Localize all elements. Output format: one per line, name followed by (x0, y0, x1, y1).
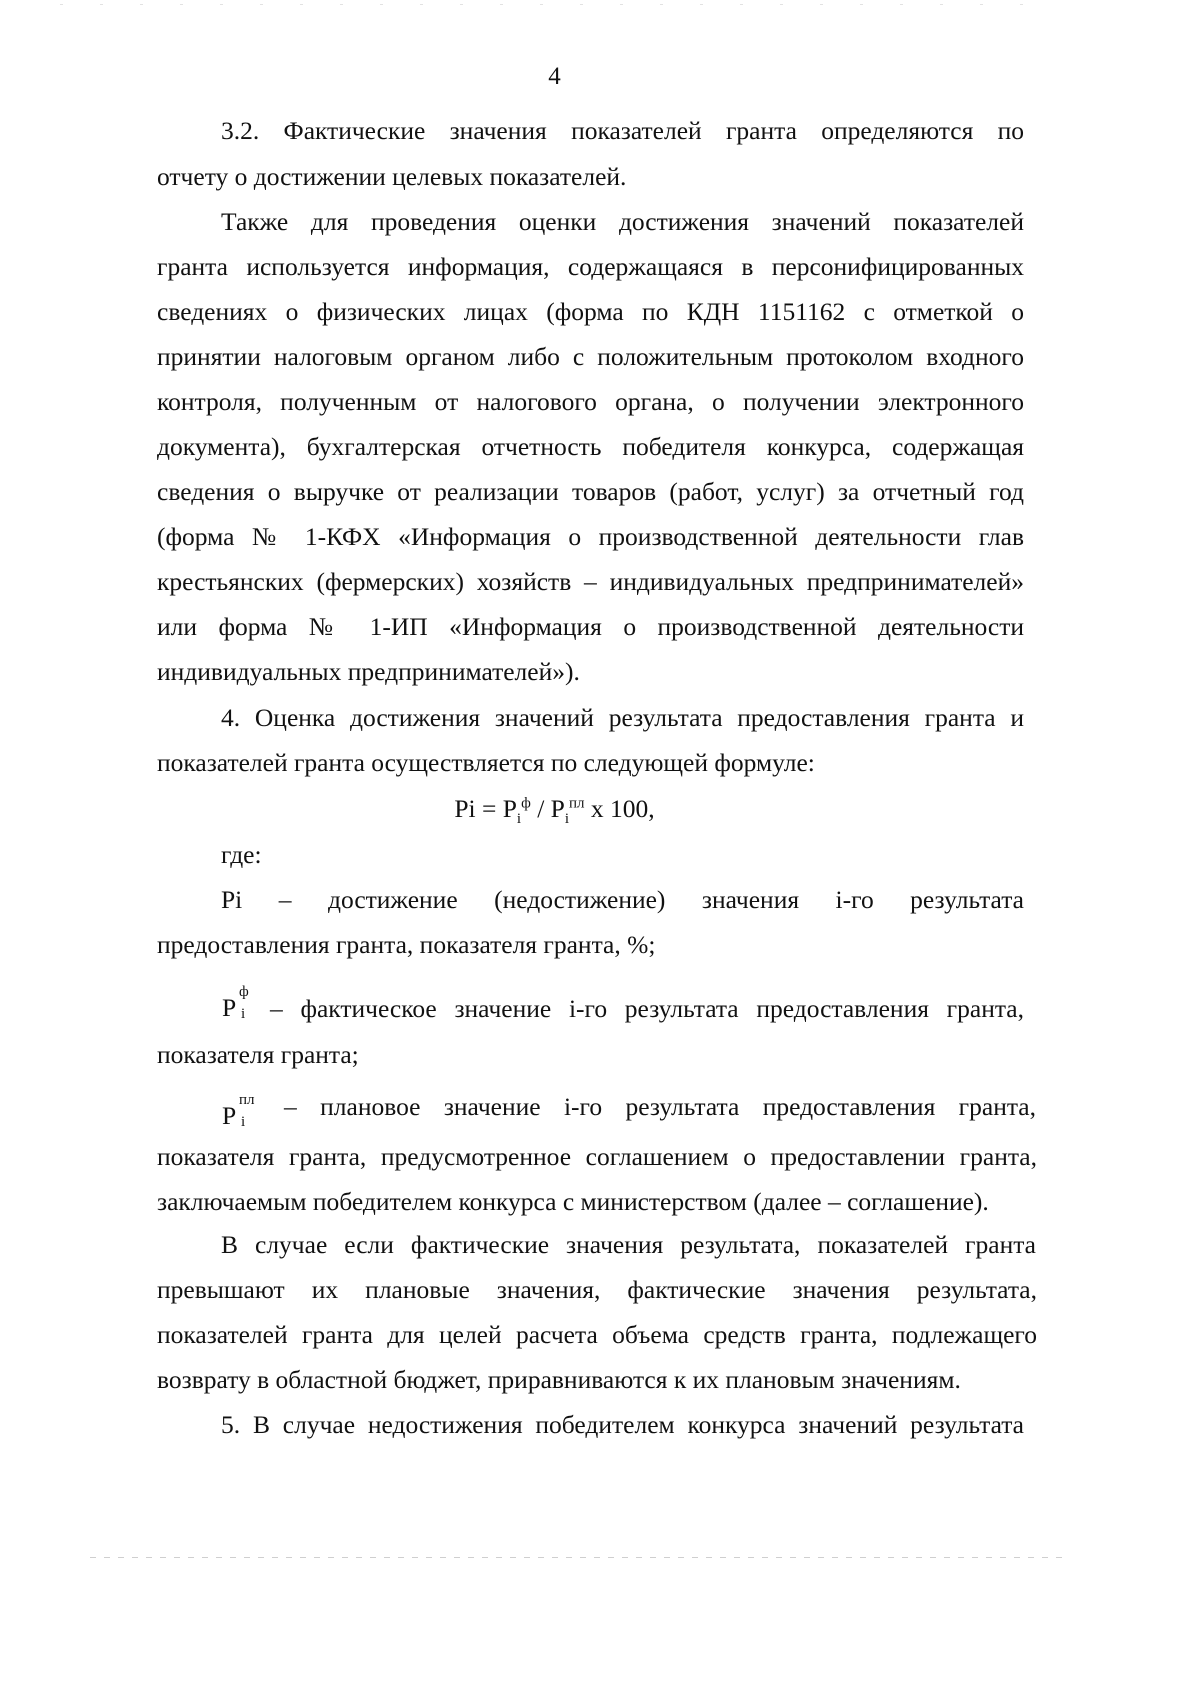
text-line: заключаемым победителем конкурса с министерством (далее – соглашение). (157, 1187, 989, 1216)
text-line: В случае если фактические значения результата, показателей гранта (221, 1230, 1036, 1259)
page-number: 4 (548, 63, 561, 90)
text-line: 3.2. Фактические значения показателей гранта определяются по (221, 116, 1024, 145)
text-line: Также для проведения оценки достижения значений показателей (221, 207, 1024, 236)
text-line: превышают их плановые значения, фактические значения результата, (157, 1275, 1037, 1304)
text-line: 5. В случае недостижения победителем конкурса значений результата (221, 1410, 1024, 1439)
text-line: отчету о достижении целевых показателей. (157, 162, 627, 191)
text-line: – фактическое значение i-го результата предоставления гранта, (270, 994, 1024, 1023)
text-line: возврату в областной бюджет, приравниваются к их плановым значениям. (157, 1365, 961, 1394)
scan-artifact-top (60, 4, 1049, 5)
text-line: принятии налоговым органом либо с положительным протоколом входного (157, 342, 1024, 371)
text-line: предоставления гранта, показателя гранта, %; (157, 930, 656, 959)
text-line: гранта используется информация, содержащаяся в персонифицированных (157, 252, 1024, 281)
text-line: показателей гранта осуществляется по следующей формуле: (157, 748, 815, 777)
text-line: индивидуальных предпринимателей»). (157, 657, 580, 686)
text-line: показателя гранта; (157, 1040, 359, 1069)
text-line: Pi – достижение (недостижение) значения i-го результата (221, 885, 1024, 914)
formula: $Pi = P_i^ф / P_i^{пл}$ х 100, (454, 794, 655, 828)
text-line: 4. Оценка достижения значений результата предоставления гранта и (221, 703, 1024, 732)
text-line: – плановое значение i-го результата предоставления гранта, (284, 1092, 1036, 1121)
text-line: документа), бухгалтерская отчетность победителя конкурса, содержащая (157, 432, 1024, 461)
symbol-p-plan: P пл i (222, 1092, 255, 1130)
text-line: контроля, полученным от налогового органа, о получении электронного (157, 387, 1024, 416)
text-line: показателей гранта для целей расчета объема средств гранта, подлежащего (157, 1320, 1037, 1349)
symbol-p-fact: P ф i (222, 984, 249, 1022)
text-line: сведениях о физических лицах (форма по КДН 1151162 с отметкой о (157, 297, 1024, 326)
text-line: или форма № 1-ИП «Информация о производственной деятельности (157, 612, 1024, 641)
text-line: показателя гранта, предусмотренное соглашением о предоставлении гранта, (157, 1142, 1037, 1171)
text-line: сведения о выручке от реализации товаров (работ, услуг) за отчетный год (157, 477, 1024, 506)
text-line: крестьянских (фермерских) хозяйств – индивидуальных предпринимателей» (157, 567, 1024, 596)
text-line: (форма № 1-КФХ «Информация о производственной деятельности глав (157, 522, 1024, 551)
text-line: где: (221, 840, 262, 869)
scan-artifact-bottom (90, 1557, 1069, 1558)
